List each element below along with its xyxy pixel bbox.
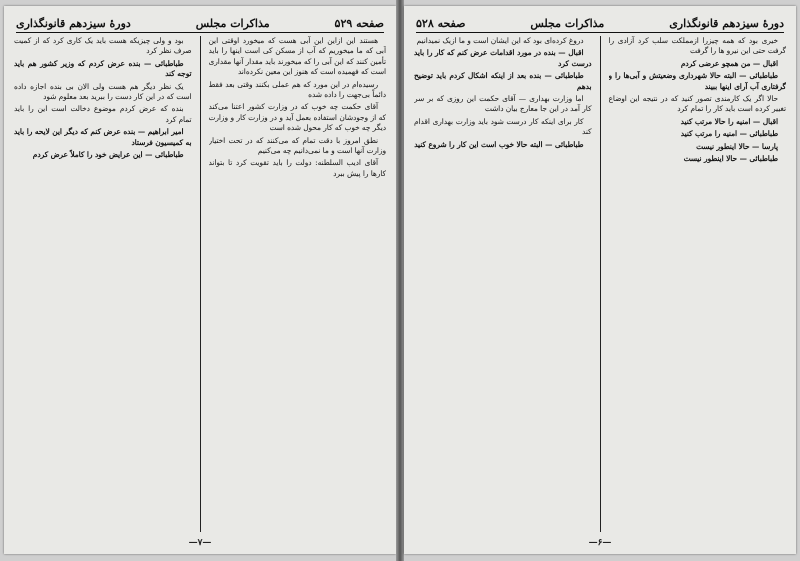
speaker-paragraph: طباطبائی — بنده عرض کردم که وزیر کشور هم باید توجه کند [14, 58, 192, 79]
page-number: —۷— [188, 538, 212, 548]
paragraph: کار برای اینکه کار درست شود باید وزارت بهداری اقدام کند [414, 116, 592, 137]
page-529 [4, 6, 396, 554]
speaker-paragraph: اقبال — امنیه را حالا مرتب کنید [680, 116, 778, 126]
column-left [14, 36, 192, 532]
page-label: صفحه ۵۲۹ [334, 16, 384, 30]
speaker-paragraph: طباطبائی — بنده بعد از اینکه اشکال کردم باید توضیح بدهم [414, 71, 592, 91]
page-label: صفحه ۵۲۸ [416, 16, 466, 30]
header-title: مذاکرات مجلس [530, 16, 605, 30]
paragraph: بنده که عرض کردم موضوع دخالت است این را باید تمام کرد [14, 104, 192, 124]
speaker-paragraph: اقبال — بنده در مورد اقدامات عرض کنم که کار را باید درست کرد [414, 48, 592, 68]
speaker-paragraph: طباطبائی — این عرایض خود را کاملاً عرض کردم [32, 150, 184, 160]
paragraph: حالا اگر یک کارمندی تصور کنید که در نتیجه این اوضاع تغییر کرده است باید کار را تمام کرد [608, 94, 786, 114]
paragraph: یک نظر دیگر هم هست ولی الان بی بنده اجازه داده است که در این کار دست را ببرید بعد معلوم شود [14, 81, 192, 102]
speaker-paragraph: امیر ابراهیم — بنده عرض کنم که دیگر این لایحه را باید به کمیسیون فرستاد [14, 127, 192, 147]
column-right [609, 36, 787, 532]
page-header [16, 14, 384, 33]
paragraph: رسیده‌ام در این مورد که هم عملی بکنند وقتی بعد فقط دائماً بی‌جهت را داده شده [208, 79, 386, 100]
paragraph: نطق امروز با دقت تمام که می‌کنند که در تحت اختیار وزارت آنها است و ما نمی‌دانیم چه می‌کنیم [208, 135, 386, 156]
paragraph: هستند این ازاین این آبی هست که میخورد اوقتی این آبی که ما میخوریم که آب از مسکن کی است اینها را باید تأمین کنند که این آبی را که میخورند باید مقدار آنها مقداری است که فهمیده است که هنوز این معین نکرده‌اند [208, 36, 386, 77]
speaker-paragraph: طباطبائی — البته حالا خوب است این کار را شروع کنید [414, 139, 584, 149]
column-right [209, 36, 387, 532]
column-divider [600, 36, 601, 532]
paragraph: دروغ کرده‌ای بود که این ایشان است و ما ازیک نمیدانیم [416, 36, 584, 45]
page-header [416, 14, 784, 33]
speaker-paragraph: پارسا — حالا اینطور نیست [696, 141, 778, 151]
page-number: —۶— [588, 538, 612, 548]
speaker-paragraph: طباطبائی — البته حالا شهرداری وضعیتش و آبی‌ها را و گرفتاری آب آرای اینها ببیند [608, 71, 786, 91]
paragraph: بود و ولی چیزیکه هست باید یک کاری کرد که از کمیت صرف نظر کرد [14, 36, 192, 56]
paragraph: آقای ادیب السلطنه: دولت را باید تقویت کرد تا بتواند کارها را پیش ببرد [208, 158, 386, 178]
column-divider [200, 36, 201, 532]
header-session: دورهٔ سیزدهم قانونگذاری [16, 16, 131, 30]
page-528 [404, 6, 796, 554]
header-title: مذاکرات مجلس [195, 16, 270, 30]
book-gutter [396, 0, 404, 561]
text-columns [14, 36, 386, 532]
speaker-paragraph: طباطبائی — امنیه را مرتب کنید [680, 129, 778, 139]
speaker-paragraph: طباطبائی — حالا اینطور نیست [683, 154, 778, 164]
header-session: دورهٔ سیزدهم قانونگذاری [669, 16, 784, 30]
paragraph: اما وزارت بهداری — آقای حکمت این روزی که بر سر کار آمد در این جا معارج بیان داشت [414, 94, 592, 114]
text-columns [414, 36, 786, 532]
column-left [414, 36, 592, 532]
paragraph: خیری بود که همه چیزرا ازمملکت سلب کرد آزادی را گرفت حتی این نیرو ها را گرفت [608, 36, 786, 56]
speaker-paragraph: اقبال — من همچو عرضی کردم [680, 58, 778, 68]
paragraph: آقای حکمت چه خوب که در وزارت کشور اعتنا می‌کند که از وجودشان استفاده بعمل آید و در وزارت کار و وزارت دیگر چه خوب که کار محول شده است [208, 102, 386, 133]
